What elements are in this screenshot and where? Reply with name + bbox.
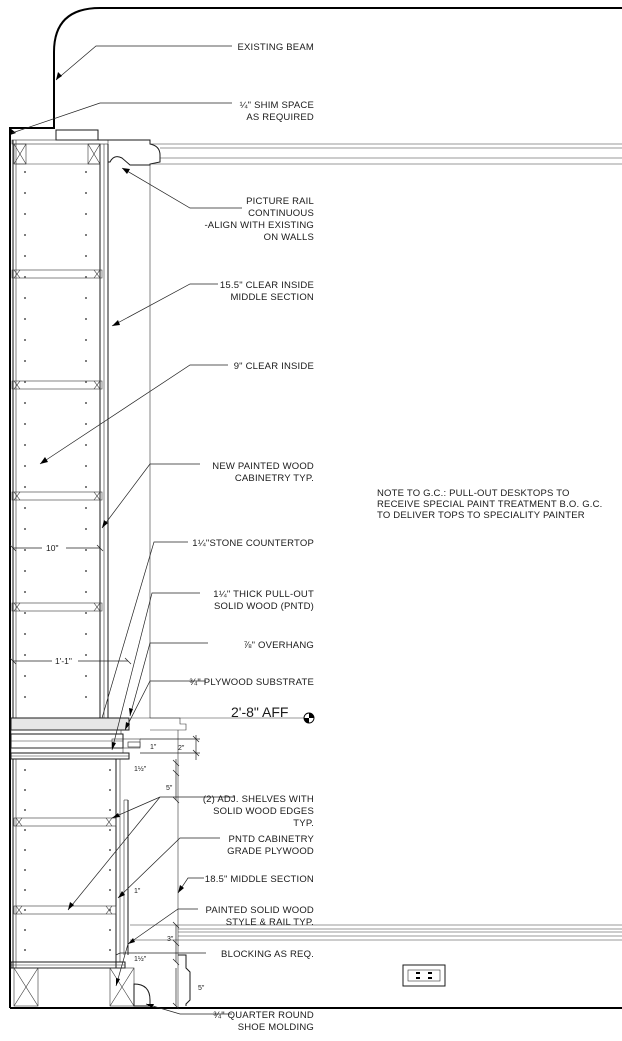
shelf-pin-hole [24,889,26,891]
shelf-pin-hole [85,234,87,236]
shelf-pin-hole [85,486,87,488]
shelf-pin-holes-upper [24,171,87,698]
quarter-round [134,984,150,1006]
existing-beam-outline [10,8,622,133]
label-plywood-substrate: ¾" PLYWOOD SUBSTRATE [189,677,314,688]
dim-10-label: 10" [46,543,59,553]
label-adj-shelves-1: (2) ADJ. SHELVES WITH [202,794,314,805]
label-stone-countertop: 1¼"STONE COUNTERTOP [192,538,314,549]
shelf-pin-hole [24,171,26,173]
label-clear-inside: 9" CLEAR INSIDE [233,361,314,372]
label-pullout-1: 1¼" THICK PULL-OUT [213,589,314,600]
label-picture-rail-1: PICTURE RAIL [246,196,314,207]
label-picture-rail-3: -ALIGN WITH EXISTING [204,220,314,231]
shelf-pin-holes-lower [24,769,111,951]
shelf-pin-hole [24,570,26,572]
dim-2-label: 2" [178,745,185,752]
shelf-pin-hole [85,276,87,278]
label-existing-beam: EXISTING BEAM [237,42,314,53]
shelf-pin-hole [24,381,26,383]
shelf-pin-hole [85,360,87,362]
shelf-pin-hole [24,789,26,791]
shelf-pin-hole [24,654,26,656]
shelf-pin-hole [24,909,26,911]
dimension-1-1 [10,655,131,667]
label-middle-section: 18.5" MIDDLE SECTION [204,874,314,885]
shelf-pin-hole [109,849,111,851]
dim-5-label: 5" [166,785,173,792]
shelf-pin-hole [85,465,87,467]
dim-5b-label: 5" [198,985,205,992]
shelf-pin-hole [85,423,87,425]
label-adj-shelves-2: SOLID WOOD EDGES [213,806,314,817]
shelf-pin-hole [85,612,87,614]
dim-1-5-label: 1½" [134,766,147,773]
shelf-pin-hole [85,549,87,551]
shelf-pin-hole [24,633,26,635]
shelf-pin-hole [24,276,26,278]
shelf-pin-hole [24,809,26,811]
shelf-pin-hole [85,633,87,635]
aff-target-icon [304,713,314,723]
note-line-2: RECEIVE SPECIAL PAINT TREATMENT B.O. G.C. [377,499,603,510]
shelf-pin-hole [85,171,87,173]
shelf-pin-hole [109,909,111,911]
top-cap [56,130,98,140]
note-line-3: TO DELIVER TOPS TO SPECIALITY PAINTER [377,510,585,521]
label-clear-middle-1: 15.5" CLEAR INSIDE [219,280,314,291]
shelf-pin-hole [24,612,26,614]
shelf-pin-hole [24,507,26,509]
shelf-pin-hole [85,507,87,509]
shim-wedge [10,128,16,135]
label-picture-rail-2: CONTINUOUS [248,208,314,219]
label-new-painted-2: CABINETRY TYP. [234,473,314,484]
dim-1-label: 1" [150,744,157,751]
shelf-pin-hole [85,192,87,194]
shelf-pin-hole [24,339,26,341]
shelf-pin-hole [24,402,26,404]
shelf-pin-hole [85,318,87,320]
shelf-pin-hole [109,869,111,871]
shelf-pin-hole [24,849,26,851]
shelf-pin-hole [85,591,87,593]
shelf-pin-hole [85,297,87,299]
chair-rail [130,925,622,940]
shelf-pin-hole [24,591,26,593]
shelf-pin-hole [109,929,111,931]
label-painted-solid-2: STYLE & RAIL TYP. [225,917,314,928]
leaders [12,46,242,1014]
label-painted-solid-1: PAINTED SOLID WOOD [205,905,314,916]
label-pntd-cab-1: PNTD CABINETRY [228,834,314,845]
note-line-1: NOTE TO G.C.: PULL-OUT DESKTOPS TO [377,488,570,499]
label-quarter-round-1: ¾" QUARTER ROUND [213,1010,314,1021]
dim-1-5b-label: 1½" [134,956,147,963]
shelf-pin-hole [85,381,87,383]
shelf-pin-hole [24,297,26,299]
upper-shelf-3 [12,492,102,500]
shelf-pin-hole [24,234,26,236]
dim-1c-label: 1" [134,888,141,895]
dim-1-1-label: 1'-1" [55,656,72,666]
shelf-pin-hole [24,869,26,871]
shelf-pin-hole [85,696,87,698]
base-molding [178,955,190,1006]
label-pullout-2: SOLID WOOD (PNTD) [214,601,314,612]
shelf-pin-hole [24,829,26,831]
shelf-pin-hole [24,486,26,488]
shelf-pin-hole [85,654,87,656]
shelf-pin-hole [24,929,26,931]
shelf-pin-hole [109,809,111,811]
electrical-outlet-icon [403,965,445,986]
label-adj-shelves-3: TYP. [293,818,314,829]
shelf-pin-hole [85,570,87,572]
label-picture-rail-4: ON WALLS [263,232,314,243]
shelf-pin-hole [24,528,26,530]
shelf-pin-hole [109,769,111,771]
shelf-pin-hole [24,696,26,698]
label-new-painted-1: NEW PAINTED WOOD [212,461,314,472]
shelf-pin-hole [24,192,26,194]
shelf-pin-hole [85,255,87,257]
shelf-pin-hole [109,949,111,951]
shelf-pin-hole [24,213,26,215]
label-overhang: ⅞" OVERHANG [243,640,314,651]
shelf-pin-hole [85,444,87,446]
shelf-pin-hole [109,789,111,791]
label-blocking: BLOCKING AS REQ. [221,949,314,960]
shelf-pin-hole [24,318,26,320]
label-aff: 2'-8" AFF [231,704,289,720]
shelf-pin-hole [24,255,26,257]
shelf-pin-hole [24,769,26,771]
top-plate [12,140,108,144]
dimension-10 [10,542,103,554]
label-pntd-cab-2: GRADE PLYWOOD [227,846,314,857]
label-shim-2: AS REQUIRED [246,112,314,123]
label-quarter-round-2: SHOE MOLDING [237,1022,314,1033]
shelf-pin-hole [24,549,26,551]
shelf-pin-hole [109,829,111,831]
shelf-pin-hole [85,675,87,677]
dim-3-label: 3" [167,936,174,943]
shelf-pin-hole [85,402,87,404]
shelf-pin-hole [24,949,26,951]
shelf-pin-hole [85,528,87,530]
lower-shelf-2 [14,906,116,914]
shelf-pin-hole [24,465,26,467]
shelf-pin-hole [109,889,111,891]
lower-cabinet [11,759,134,1006]
label-clear-middle-2: MIDDLE SECTION [230,292,314,303]
shelf-pin-hole [24,360,26,362]
label-shim-1: ¼" SHIM SPACE [239,100,314,111]
shelf-pin-hole [24,675,26,677]
upper-shelf-4 [12,603,102,611]
shelf-pin-hole [85,339,87,341]
shelf-pin-hole [24,444,26,446]
lower-shelf-1 [14,818,116,826]
shelf-pin-hole [85,213,87,215]
shelf-pin-hole [24,423,26,425]
